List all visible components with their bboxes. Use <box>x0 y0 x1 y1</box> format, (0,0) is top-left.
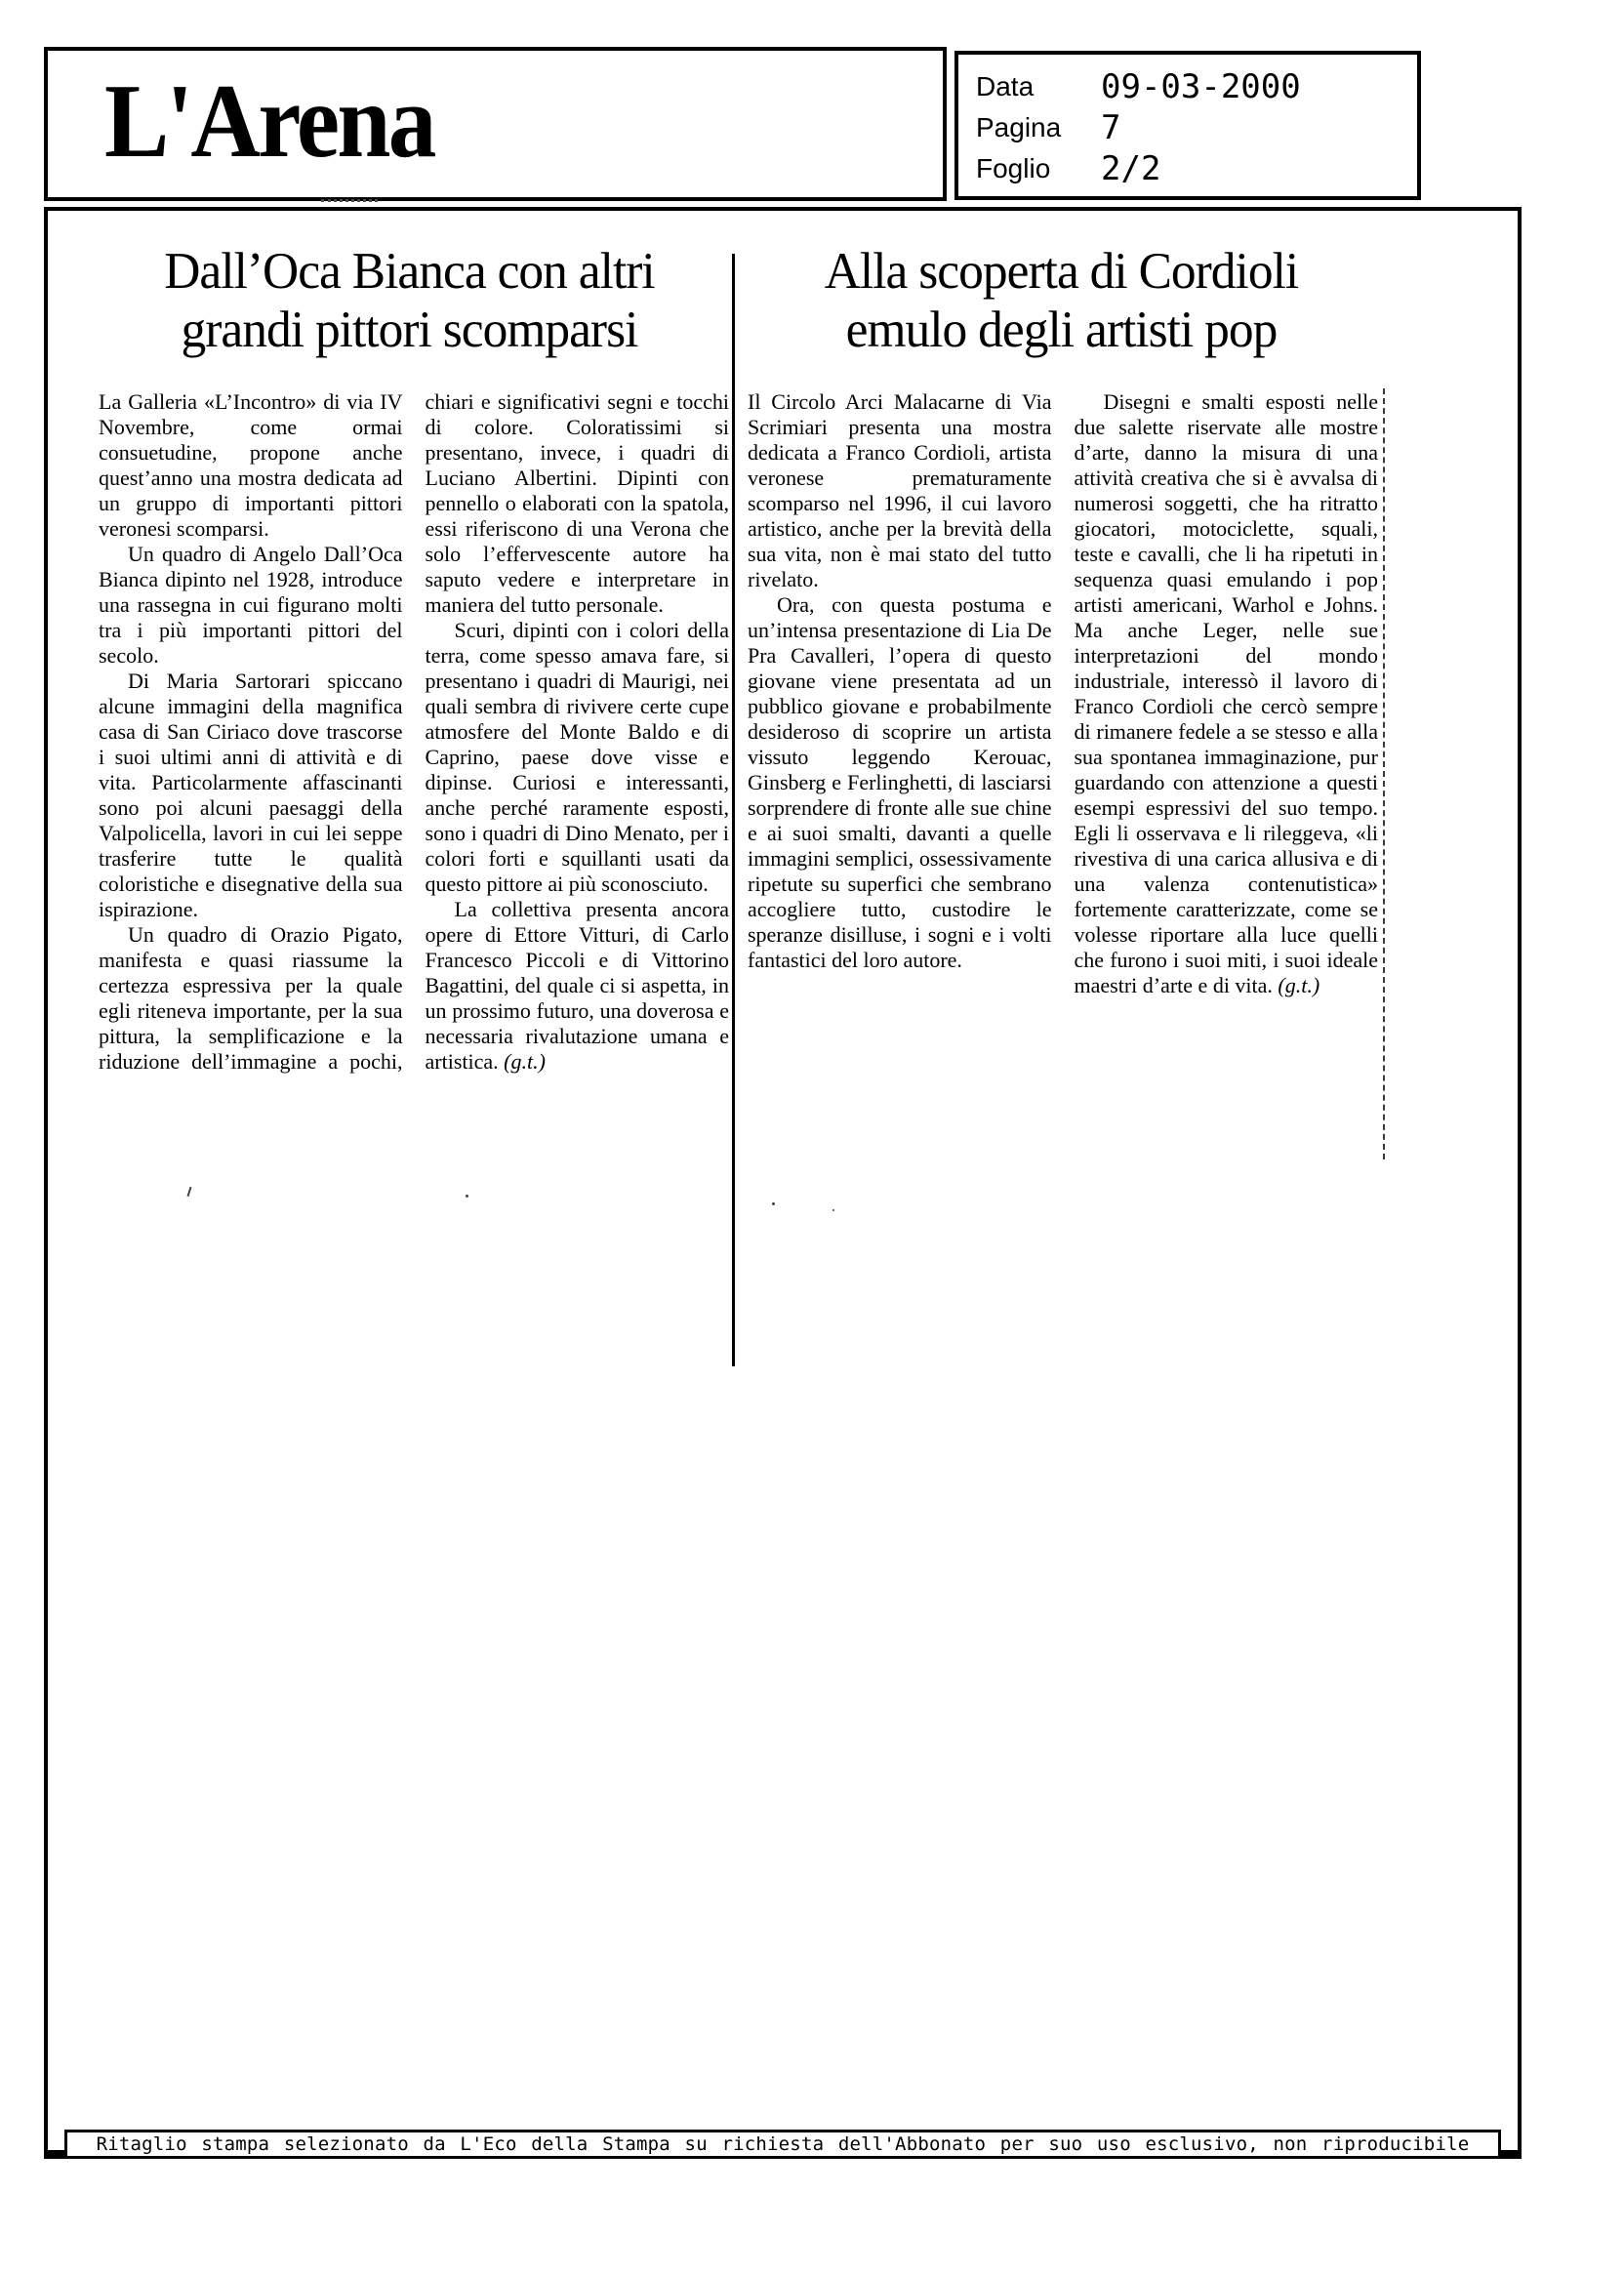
article-paragraph <box>426 897 730 1075</box>
article-right-title-line2: emulo degli artisti pop <box>845 302 1278 358</box>
scan-speck <box>466 1195 468 1198</box>
clipping-meta-box <box>954 51 1421 200</box>
footer-text: Ritaglio stampa selezionato da L'Eco della Stampa su richiesta dell'Abbonato per suo uso esclusivo, non riproducibile <box>96 2133 1470 2155</box>
article-paragraph: Il Circolo Arci Malacarne di Via Scrimiari presenta una mostra dedicata a Franco Cordioli, artista veronese prematuramente scomparso nel 1996, il cui lavoro artistico, anche per la brevità della sua vita, non è mai stato del tutto rivelato. <box>748 389 1052 591</box>
page-value: 7 <box>1101 108 1121 147</box>
article-signature: (g.t.) <box>1278 973 1320 997</box>
sheet-label: Foglio <box>976 153 1051 183</box>
masthead-box <box>44 47 947 201</box>
article-paragraph: Scuri, dipinti con i colori della terra, come spesso amava fare, si presentano i quadri di Maurigi, nei quali sembra di rivivere certe cupe atmosfere del Monte Baldo e di Caprino, paese dove visse e dipinse. Curiosi e interessanti, anche perché raramente esposti, sono i quadri di Dino Menato, per i colori forti e squillanti usati da questo pittore ai più sconosciuto. <box>425 618 729 896</box>
page-label: Pagina <box>976 112 1062 142</box>
article-left-title-line1: Dall’Oca Bianca con altri <box>164 243 655 300</box>
masthead-logo: L'Arena <box>104 63 434 180</box>
article-paragraph: La Galleria «L’Incontro» di via IV Novembre, come ormai consuetudine, propone anche quest’anno una mostra dedicata ad un gruppo di importanti pittori veronesi scomparsi. <box>99 389 403 541</box>
article-left-body <box>99 389 729 1175</box>
column-divider <box>732 254 735 1366</box>
article-right-body <box>748 389 1378 1175</box>
article-paragraph <box>1075 389 1379 998</box>
scan-speck <box>187 1187 192 1197</box>
meta-row-page <box>976 107 1417 148</box>
meta-row-date <box>976 66 1417 107</box>
article-left-title <box>104 242 715 359</box>
footer-bar <box>64 2130 1501 2159</box>
paragraph-text: Disegni e smalti esposti nelle due salette riservate alle mostre d’arte, danno la misura di una attività creativa che si è avvalsa di numerosi soggetti, che ha ritratto giocatori, motociclette, squali, teste e cavalli, che li ha ripetuti in sequenza quasi emulando i pop artisti americani, Warhol e Johns. Ma anche Leger, nelle sue interpretazioni del mondo industriale, interessò il lavoro di Franco Cordioli che cercò sempre di rimanere fedele a se stesso e alla sua spontanea immaginazione, pur guardando con attenzione a questi esempi espressivi del suo tempo. Egli li osservava e li rileggeva, «li rivestiva di una carica allusiva e di una valenza contenutistica» fortemente caratterizzate, come se volesse riportare alla luce quelli che furono i suoi miti, i suoi ideale maestri d’arte e di vita. <box>1074 389 1378 997</box>
dashed-divider <box>1383 388 1385 1159</box>
sheet-value: 2/2 <box>1101 149 1161 188</box>
paragraph-text: La collettiva presenta ancora opere di Ettore Vitturi, di Carlo Francesco Piccoli e di Vittorino Bagattini, del quale ci si aspetta, in un prossimo futuro, una doverosa e necessaria rivalutazione umana e artistica. <box>425 897 729 1074</box>
clipping-frame <box>44 207 1522 2159</box>
date-label: Data <box>976 71 1035 102</box>
article-signature: (g.t.) <box>504 1049 546 1074</box>
meta-row-sheet <box>976 148 1417 189</box>
scan-smudge <box>321 199 378 202</box>
article-left-title-line2: grandi pittori scomparsi <box>181 302 638 358</box>
date-value: 09-03-2000 <box>1101 67 1301 106</box>
article-paragraph: Un quadro di Angelo Dall’Oca Bianca dipinto nel 1928, introduce una rassegna in cui figurano molti tra i più importanti pittori del secolo. <box>99 542 403 668</box>
scan-speck <box>832 1209 834 1211</box>
article-right-title <box>756 242 1367 359</box>
scan-speck <box>772 1202 775 1205</box>
article-right-title-line1: Alla scoperta di Cordioli <box>824 243 1299 300</box>
article-paragraph: Un quadro di Orazio Pigato, manifesta e quasi riassume la certezza espressiva per la quale egli riteneva importante, per la sua pittura, la semplificazione e la riduzione dell’immagine a pochi, chiari e significativi segni e tocchi di colore. Coloratissimi si presentano, invece, i quadri di Luciano Albertini. Dipinti con pennello o elaborati con la spatola, essi riferiscono di una Verona che solo l’effervescente autore ha saputo vedere e interpretare in maniera del tutto personale. <box>99 389 729 1074</box>
article-paragraph: Di Maria Sartorari spiccano alcune immagini della magnifica casa di San Ciriaco dove trascorse i suoi ultimi anni di attività e di vita. Particolarmente affascinanti sono poi alcuni paesaggi della Valpolicella, lavori in cui lei seppe trasferire tutte le qualità coloristiche e disegnative della sua ispirazione. <box>99 669 403 921</box>
article-paragraph: Ora, con questa postuma e un’intensa presentazione di Lia De Pra Cavalleri, l’opera di questo giovane viene presentata ad un pubblico giovane e probabilmente desideroso di scoprire un artista vissuto leggendo Kerouac, Ginsberg e Ferlinghetti, di lasciarsi sorprendere di fronte alle sue chine e ai suoi smalti, davanti a quelle immagini semplici, ossessivamente ripetute su superfici che sembrano accogliere tutto, custodire le speranze disilluse, i sogni e i volti fantastici del loro autore. <box>748 592 1052 972</box>
